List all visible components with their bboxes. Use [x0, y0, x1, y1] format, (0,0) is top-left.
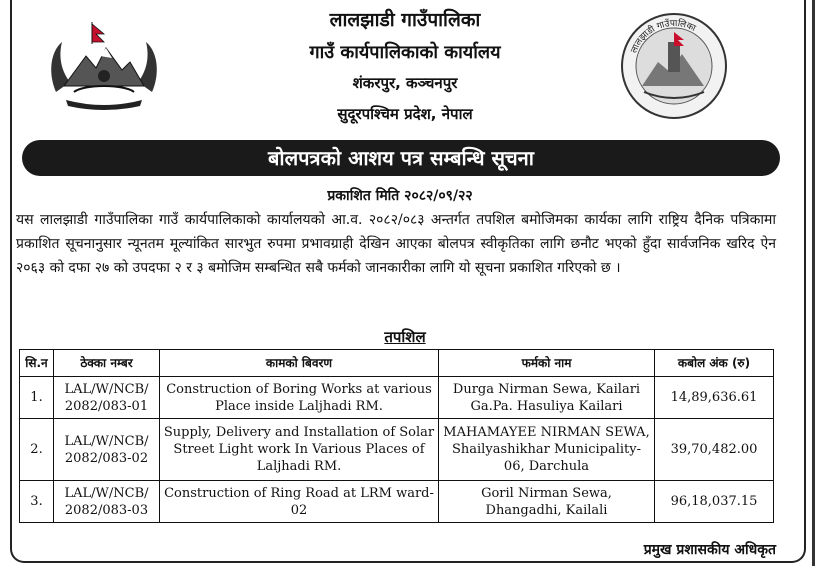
- table-row: [20, 481, 774, 523]
- contract-no-cell: LAL/W/NCB/ 2082/083-02: [54, 419, 160, 481]
- contract-no-cell: LAL/W/NCB/ 2082/083-01: [54, 377, 160, 419]
- col-header-contract-no: ठेक्का नम्बर: [54, 350, 160, 377]
- contract-table: [19, 349, 774, 523]
- serial-cell: 2.: [20, 419, 54, 481]
- firm-name-cell: Durga Nirman Sewa, Kailari Ga.Pa. Hasuliya Kailari: [439, 377, 655, 419]
- nepal-emblem-icon: [44, 14, 164, 114]
- bid-amount-cell: 14,89,636.61: [655, 377, 774, 419]
- bid-amount-cell: 39,70,482.00: [655, 419, 774, 481]
- col-header-bid-amount: कबोल अंक (रु): [655, 350, 774, 377]
- notice-title-banner: बोलपत्रको आशय पत्र सम्बन्धि सूचना: [22, 140, 780, 176]
- contract-no-cell: LAL/W/NCB/ 2082/083-03: [54, 481, 160, 523]
- office-address: शंकरपुर, कञ्चनपुर: [352, 74, 458, 92]
- province-country: सुदूरपश्चिम प्रदेश, नेपाल: [337, 105, 473, 123]
- table-row: [20, 419, 774, 481]
- office-name: गाउँ कार्यपालिकाको कार्यालय: [309, 42, 501, 63]
- serial-cell: 1.: [20, 377, 54, 419]
- signatory-title: प्रमुख प्रशासकीय अधिकृत: [643, 542, 776, 558]
- firm-name-cell: MAHAMAYEE NIRMAN SEWA, Shailyashikhar Municipality-06, Darchula: [439, 419, 655, 481]
- table-row: [20, 377, 774, 419]
- bid-amount-cell: 96,18,037.15: [655, 481, 774, 523]
- municipality-name: लालझाडी गाउँपालिका: [329, 9, 481, 31]
- section-title: तपशिल: [384, 328, 426, 346]
- col-header-firm-name: फर्मको नाम: [439, 350, 655, 377]
- table-header-row: [20, 350, 774, 377]
- work-description-cell: Construction of Ring Road at LRM ward-02: [160, 481, 439, 523]
- col-header-work-description: कामको बिवरण: [160, 350, 439, 377]
- svg-text:लालझाडी गाउँपालिका: लालझाडी गाउँपालिका: [629, 18, 697, 55]
- page-edge: [812, 0, 815, 566]
- municipality-seal-icon: [618, 12, 730, 120]
- firm-name-cell: Goril Nirman Sewa, Dhangadhi, Kailali: [439, 481, 655, 523]
- notice-body-text: यस लालझाडी गाउँपालिका गाउँ कार्यपालिकाको कार्यालयको आ.व. २०८२/०८३ अन्तर्गत तपशिल बमोजिमका कार्यका लागि राष्ट्रिय दैनिक पत्रिकामा प्रकाशित सूचनानुसार न्यूनतम मूल्यांकित सारभुत रुपमा प्रभावग्राही देखिन आएका बोलपत्र स्वीकृतिका लागि छनौट भएको हुँदा सार्वजनिक खरिद ऐन २०६३ को दफा २७ को उपदफा २ र ३ बमोजिम सम्बन्धित सबै फर्मको जानकारीका लागि यो सूचना प्रकाशित गरिएको छ ।: [16, 212, 776, 276]
- work-description-cell: Construction of Boring Works at various Place inside Laljhadi RM.: [160, 377, 439, 419]
- col-header-serial: सि.न: [20, 350, 54, 377]
- published-date: प्रकाशित मिति २०८२/०९/२२: [327, 188, 473, 204]
- work-description-cell: Supply, Delivery and Installation of Solar Street Light work In Various Places of Laljhadi RM.: [160, 419, 439, 481]
- serial-cell: 3.: [20, 481, 54, 523]
